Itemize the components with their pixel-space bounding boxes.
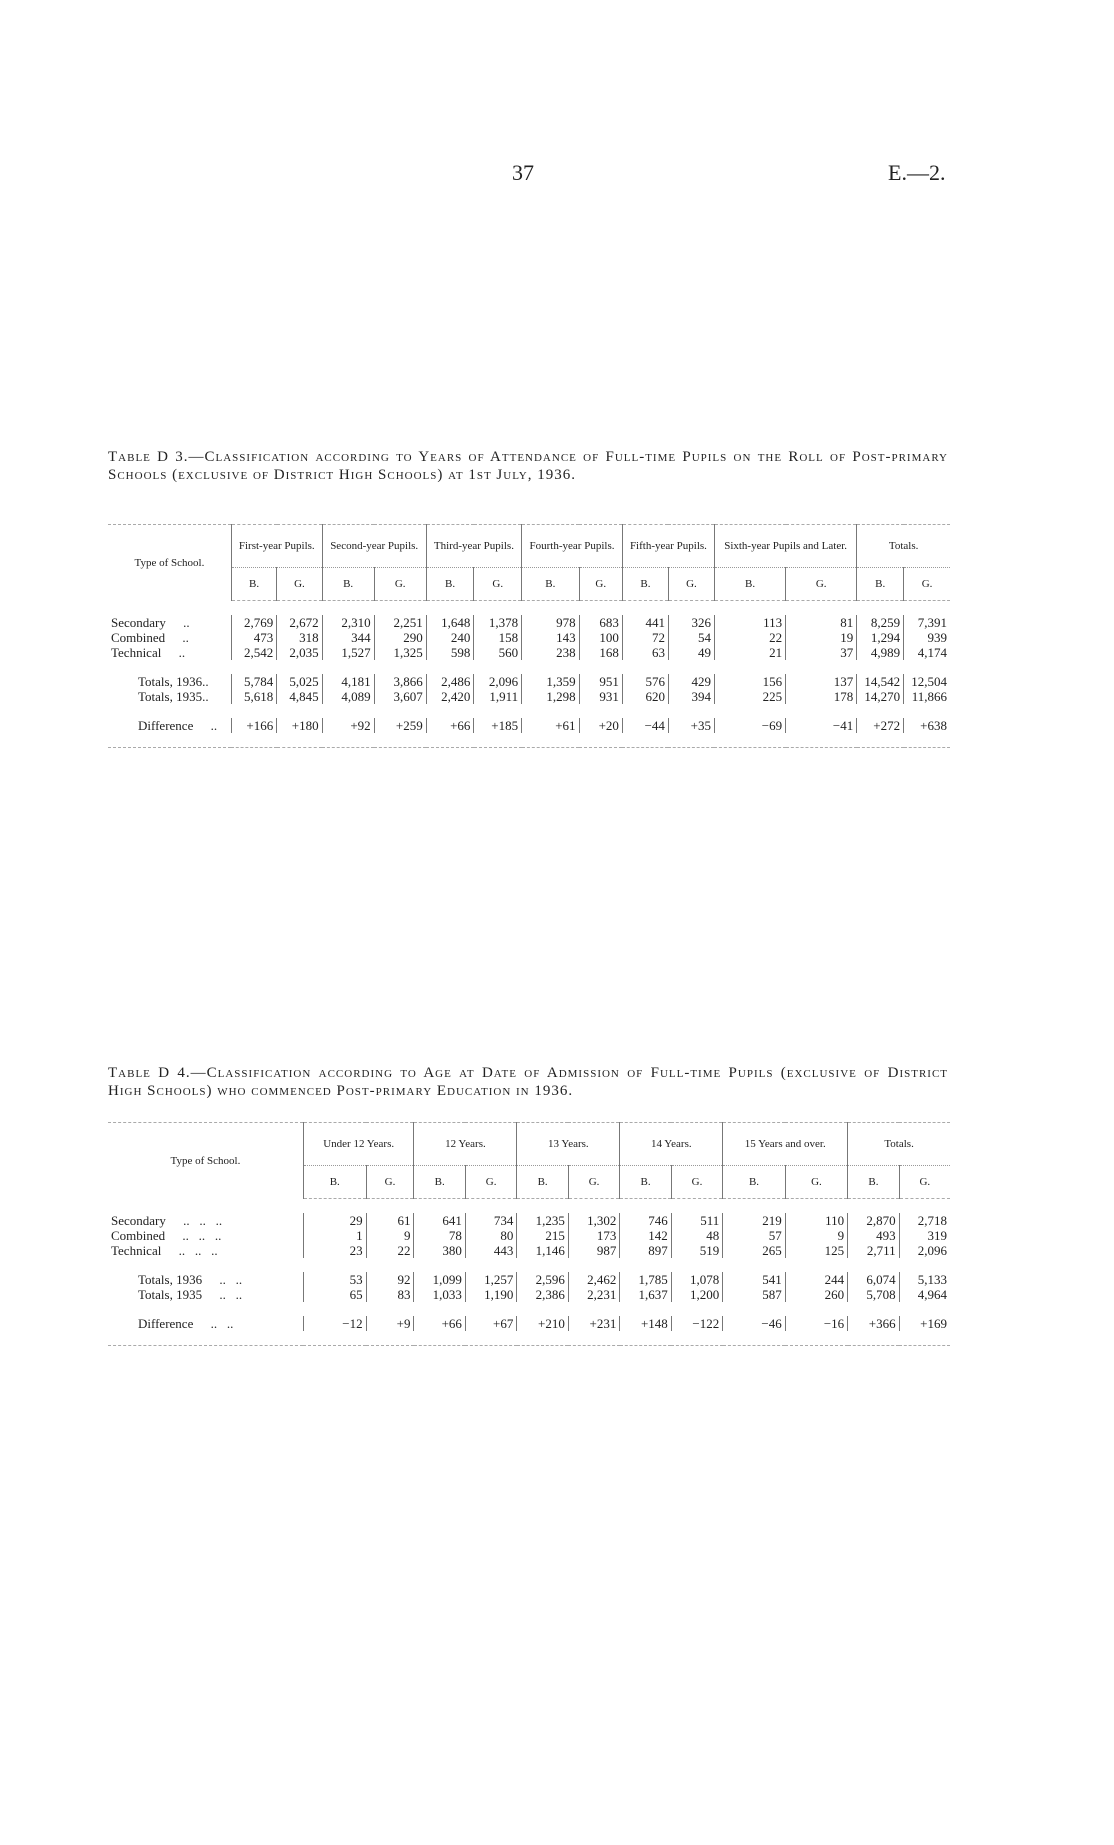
girls-header: G. [671, 1166, 722, 1199]
leader-dots: .. [210, 718, 218, 733]
cell-value: 519 [671, 1243, 722, 1258]
girls-header: G. [668, 568, 714, 601]
row-label [108, 1243, 303, 1258]
row-label-text: Totals, 1936.. [138, 674, 209, 689]
cell-value: 2,769 [231, 615, 276, 630]
column-group-header: Second-year Pupils. [322, 525, 426, 568]
cell-value: +210 [517, 1316, 568, 1331]
cell-value: 137 [786, 674, 857, 689]
cell-value: 21 [714, 645, 785, 660]
cell-value: 319 [899, 1228, 950, 1243]
row-label [108, 1228, 303, 1243]
type-of-school-header: Type of School. [108, 525, 231, 601]
cell-value: 49 [668, 645, 714, 660]
cell-value: 4,174 [904, 645, 950, 660]
cell-value: −69 [714, 718, 785, 733]
cell-value: 5,133 [899, 1272, 950, 1287]
cell-value: 8,259 [857, 615, 904, 630]
column-group-header: 12 Years. [414, 1123, 517, 1166]
table-d4 [108, 1122, 950, 1346]
row-label-text: Secondary [111, 615, 166, 630]
cell-value: 22 [366, 1243, 414, 1258]
cell-value: 265 [723, 1243, 785, 1258]
cell-value: 48 [671, 1228, 722, 1243]
cell-value: 2,420 [426, 689, 474, 704]
row-label [108, 689, 231, 704]
leader-dots: .. .. [219, 1287, 243, 1302]
cell-value: 511 [671, 1213, 722, 1228]
leader-dots: .. .. [219, 1272, 243, 1287]
cell-value: 72 [622, 630, 668, 645]
cell-value: 81 [786, 615, 857, 630]
boys-header: B. [414, 1166, 465, 1199]
cell-value: 1,294 [857, 630, 904, 645]
cell-value: 2,542 [231, 645, 276, 660]
cell-value: +66 [414, 1316, 465, 1331]
leader-dots: .. .. [210, 1316, 234, 1331]
cell-value: 22 [714, 630, 785, 645]
cell-value: 215 [517, 1228, 568, 1243]
cell-value: 156 [714, 674, 785, 689]
cell-value: 63 [622, 645, 668, 660]
cell-value: 620 [622, 689, 668, 704]
cell-value: 1,298 [522, 689, 579, 704]
girls-header: G. [277, 568, 322, 601]
row-label [108, 645, 231, 660]
type-of-school-header: Type of School. [108, 1123, 303, 1199]
cell-value: 5,025 [277, 674, 322, 689]
boys-header: B. [426, 568, 474, 601]
cell-value: 37 [786, 645, 857, 660]
cell-value: +180 [277, 718, 322, 733]
cell-value: +9 [366, 1316, 414, 1331]
table-row [108, 1316, 950, 1331]
cell-value: 2,596 [517, 1272, 568, 1287]
cell-value: 587 [723, 1287, 785, 1302]
cell-value: +92 [322, 718, 374, 733]
boys-header: B. [622, 568, 668, 601]
cell-value: 9 [366, 1228, 414, 1243]
column-group-header: Totals. [857, 525, 950, 568]
cell-value: 125 [785, 1243, 847, 1258]
cell-value: 178 [786, 689, 857, 704]
girls-header: G. [366, 1166, 414, 1199]
cell-value: +169 [899, 1316, 950, 1331]
cell-value: 1,235 [517, 1213, 568, 1228]
table-row [108, 718, 950, 733]
cell-value: 5,618 [231, 689, 276, 704]
cell-value: 158 [474, 630, 522, 645]
cell-value: −16 [785, 1316, 847, 1331]
table-row [108, 1272, 950, 1287]
column-group-header: Fourth-year Pupils. [522, 525, 623, 568]
cell-value: 1 [303, 1228, 366, 1243]
cell-value: 2,096 [899, 1243, 950, 1258]
row-label-text: Secondary [111, 1213, 166, 1228]
cell-value: 1,527 [322, 645, 374, 660]
table-row [108, 630, 950, 645]
cell-value: 1,257 [465, 1272, 516, 1287]
column-group-header: Third-year Pupils. [426, 525, 521, 568]
cell-value: 576 [622, 674, 668, 689]
boys-header: B. [517, 1166, 568, 1199]
cell-value: +166 [231, 718, 276, 733]
cell-value: +35 [668, 718, 714, 733]
cell-value: 5,784 [231, 674, 276, 689]
cell-value: +61 [522, 718, 579, 733]
leader-dots: .. [182, 630, 189, 645]
cell-value: 143 [522, 630, 579, 645]
girls-header: G. [465, 1166, 516, 1199]
cell-value: 4,964 [899, 1287, 950, 1302]
cell-value: 951 [579, 674, 622, 689]
row-label-text: Difference [138, 718, 194, 733]
column-group-header: First-year Pupils. [231, 525, 322, 568]
row-label [108, 1316, 303, 1331]
boys-header: B. [303, 1166, 366, 1199]
row-label-text: Totals, 1936 [138, 1272, 203, 1287]
cell-value: 1,637 [620, 1287, 671, 1302]
row-label-text: Totals, 1935 [138, 1287, 203, 1302]
cell-value: 5,708 [848, 1287, 899, 1302]
cell-value: 2,711 [848, 1243, 899, 1258]
cell-value: 493 [848, 1228, 899, 1243]
cell-value: 931 [579, 689, 622, 704]
column-group-header: Under 12 Years. [303, 1123, 414, 1166]
cell-value: 2,231 [568, 1287, 619, 1302]
cell-value: 238 [522, 645, 579, 660]
table-row [108, 1287, 950, 1302]
cell-value: 541 [723, 1272, 785, 1287]
cell-value: 61 [366, 1213, 414, 1228]
leader-dots: .. [178, 645, 186, 660]
cell-value: 746 [620, 1213, 671, 1228]
cell-value: 394 [668, 689, 714, 704]
cell-value: +272 [857, 718, 904, 733]
cell-value: 57 [723, 1228, 785, 1243]
row-label [108, 718, 231, 733]
cell-value: 1,325 [374, 645, 426, 660]
cell-value: 2,386 [517, 1287, 568, 1302]
cell-value: 443 [465, 1243, 516, 1258]
row-label-text: Combined [111, 1228, 166, 1243]
cell-value: 978 [522, 615, 579, 630]
cell-value: 12,504 [904, 674, 950, 689]
leader-dots: .. .. .. [182, 1228, 222, 1243]
cell-value: 2,035 [277, 645, 322, 660]
boys-header: B. [714, 568, 785, 601]
cell-value: 1,785 [620, 1272, 671, 1287]
cell-value: 2,718 [899, 1213, 950, 1228]
cell-value: +148 [620, 1316, 671, 1331]
cell-value: 4,845 [277, 689, 322, 704]
column-group-header: Sixth-year Pupils and Later. [714, 525, 856, 568]
cell-value: 9 [785, 1228, 847, 1243]
girls-header: G. [786, 568, 857, 601]
boys-header: B. [522, 568, 579, 601]
cell-value: 1,099 [414, 1272, 465, 1287]
girls-header: G. [474, 568, 522, 601]
boys-header: B. [857, 568, 904, 601]
cell-value: 641 [414, 1213, 465, 1228]
cell-value: 326 [668, 615, 714, 630]
column-group-header: Fifth-year Pupils. [622, 525, 714, 568]
cell-value: 7,391 [904, 615, 950, 630]
row-label [108, 674, 231, 689]
girls-header: G. [568, 1166, 619, 1199]
cell-value: 429 [668, 674, 714, 689]
row-label-text: Combined [111, 630, 166, 645]
cell-value: 441 [622, 615, 668, 630]
boys-header: B. [723, 1166, 785, 1199]
cell-value: −12 [303, 1316, 366, 1331]
cell-value: 3,607 [374, 689, 426, 704]
table-d3 [108, 524, 950, 748]
row-label [108, 630, 231, 645]
cell-value: 318 [277, 630, 322, 645]
cell-value: 173 [568, 1228, 619, 1243]
cell-value: −44 [622, 718, 668, 733]
cell-value: 2,672 [277, 615, 322, 630]
cell-value: 14,270 [857, 689, 904, 704]
table-row [108, 689, 950, 704]
cell-value: 100 [579, 630, 622, 645]
table-row [108, 674, 950, 689]
cell-value: 225 [714, 689, 785, 704]
cell-value: 987 [568, 1243, 619, 1258]
cell-value: 260 [785, 1287, 847, 1302]
cell-value: 168 [579, 645, 622, 660]
cell-value: 683 [579, 615, 622, 630]
cell-value: 78 [414, 1228, 465, 1243]
row-label [108, 1287, 303, 1302]
cell-value: +638 [904, 718, 950, 733]
cell-value: 1,302 [568, 1213, 619, 1228]
row-label [108, 1213, 303, 1228]
girls-header: G. [904, 568, 950, 601]
cell-value: 19 [786, 630, 857, 645]
row-label [108, 1272, 303, 1287]
cell-value: 1,359 [522, 674, 579, 689]
cell-value: 4,989 [857, 645, 904, 660]
row-label-text: Technical [111, 1243, 162, 1258]
cell-value: 290 [374, 630, 426, 645]
cell-value: 734 [465, 1213, 516, 1228]
cell-value: +231 [568, 1316, 619, 1331]
cell-value: 244 [785, 1272, 847, 1287]
cell-value: 939 [904, 630, 950, 645]
column-group-header: 13 Years. [517, 1123, 620, 1166]
cell-value: 344 [322, 630, 374, 645]
cell-value: 53 [303, 1272, 366, 1287]
cell-value: 1,200 [671, 1287, 722, 1302]
cell-value: 65 [303, 1287, 366, 1302]
girls-header: G. [785, 1166, 847, 1199]
cell-value: 240 [426, 630, 474, 645]
cell-value: 1,190 [465, 1287, 516, 1302]
row-label [108, 615, 231, 630]
cell-value: 142 [620, 1228, 671, 1243]
cell-value: 2,462 [568, 1272, 619, 1287]
cell-value: 92 [366, 1272, 414, 1287]
row-label-text: Technical [111, 645, 162, 660]
table-row [108, 1228, 950, 1243]
cell-value: 3,866 [374, 674, 426, 689]
cell-value: 380 [414, 1243, 465, 1258]
cell-value: +20 [579, 718, 622, 733]
cell-value: 29 [303, 1213, 366, 1228]
boys-header: B. [620, 1166, 671, 1199]
cell-value: 219 [723, 1213, 785, 1228]
table-row [108, 1243, 950, 1258]
table-d4-caption: Table D 4.—Classification according to Age at Date of Admission of Full-time Pupils (exclusive of District High Schools) who commenced Post-primary Education in 1936. [108, 1065, 948, 1099]
leader-dots: .. [183, 615, 190, 630]
cell-value: 23 [303, 1243, 366, 1258]
boys-header: B. [231, 568, 276, 601]
leader-dots: .. .. .. [178, 1243, 218, 1258]
cell-value: 1,078 [671, 1272, 722, 1287]
cell-value: 2,251 [374, 615, 426, 630]
column-group-header: Totals. [848, 1123, 950, 1166]
page-number: 37 [512, 160, 534, 185]
cell-value: −122 [671, 1316, 722, 1331]
cell-value: 473 [231, 630, 276, 645]
cell-value: 110 [785, 1213, 847, 1228]
cell-value: 6,074 [848, 1272, 899, 1287]
column-group-header: 14 Years. [620, 1123, 723, 1166]
cell-value: 2,096 [474, 674, 522, 689]
row-label-text: Difference [138, 1316, 194, 1331]
cell-value: 1,378 [474, 615, 522, 630]
girls-header: G. [374, 568, 426, 601]
table-row [108, 615, 950, 630]
cell-value: +366 [848, 1316, 899, 1331]
cell-value: +67 [465, 1316, 516, 1331]
column-group-header: 15 Years and over. [723, 1123, 848, 1166]
cell-value: 4,089 [322, 689, 374, 704]
leader-dots: .. .. .. [183, 1213, 223, 1228]
girls-header: G. [579, 568, 622, 601]
cell-value: 4,181 [322, 674, 374, 689]
cell-value: 113 [714, 615, 785, 630]
table-row [108, 645, 950, 660]
cell-value: 897 [620, 1243, 671, 1258]
cell-value: 560 [474, 645, 522, 660]
boys-header: B. [322, 568, 374, 601]
cell-value: 1,033 [414, 1287, 465, 1302]
cell-value: +259 [374, 718, 426, 733]
cell-value: 1,648 [426, 615, 474, 630]
cell-value: 14,542 [857, 674, 904, 689]
cell-value: 1,146 [517, 1243, 568, 1258]
cell-value: 598 [426, 645, 474, 660]
girls-header: G. [899, 1166, 950, 1199]
cell-value: 2,870 [848, 1213, 899, 1228]
row-label-text: Totals, 1935.. [138, 689, 209, 704]
cell-value: 2,310 [322, 615, 374, 630]
cell-value: +185 [474, 718, 522, 733]
cell-value: 83 [366, 1287, 414, 1302]
cell-value: +66 [426, 718, 474, 733]
table-row [108, 1213, 950, 1228]
cell-value: −46 [723, 1316, 785, 1331]
cell-value: 54 [668, 630, 714, 645]
cell-value: 2,486 [426, 674, 474, 689]
cell-value: 1,911 [474, 689, 522, 704]
table-d3-caption: Table D 3.—Classification according to Years of Attendance of Full-time Pupils on the Roll of Post-primary Schools (exclusive of District High Schools) at 1st July, 1936. [108, 449, 948, 483]
cell-value: 11,866 [904, 689, 950, 704]
boys-header: B. [848, 1166, 899, 1199]
page-reference: E.—2. [888, 160, 946, 185]
cell-value: −41 [786, 718, 857, 733]
cell-value: 80 [465, 1228, 516, 1243]
